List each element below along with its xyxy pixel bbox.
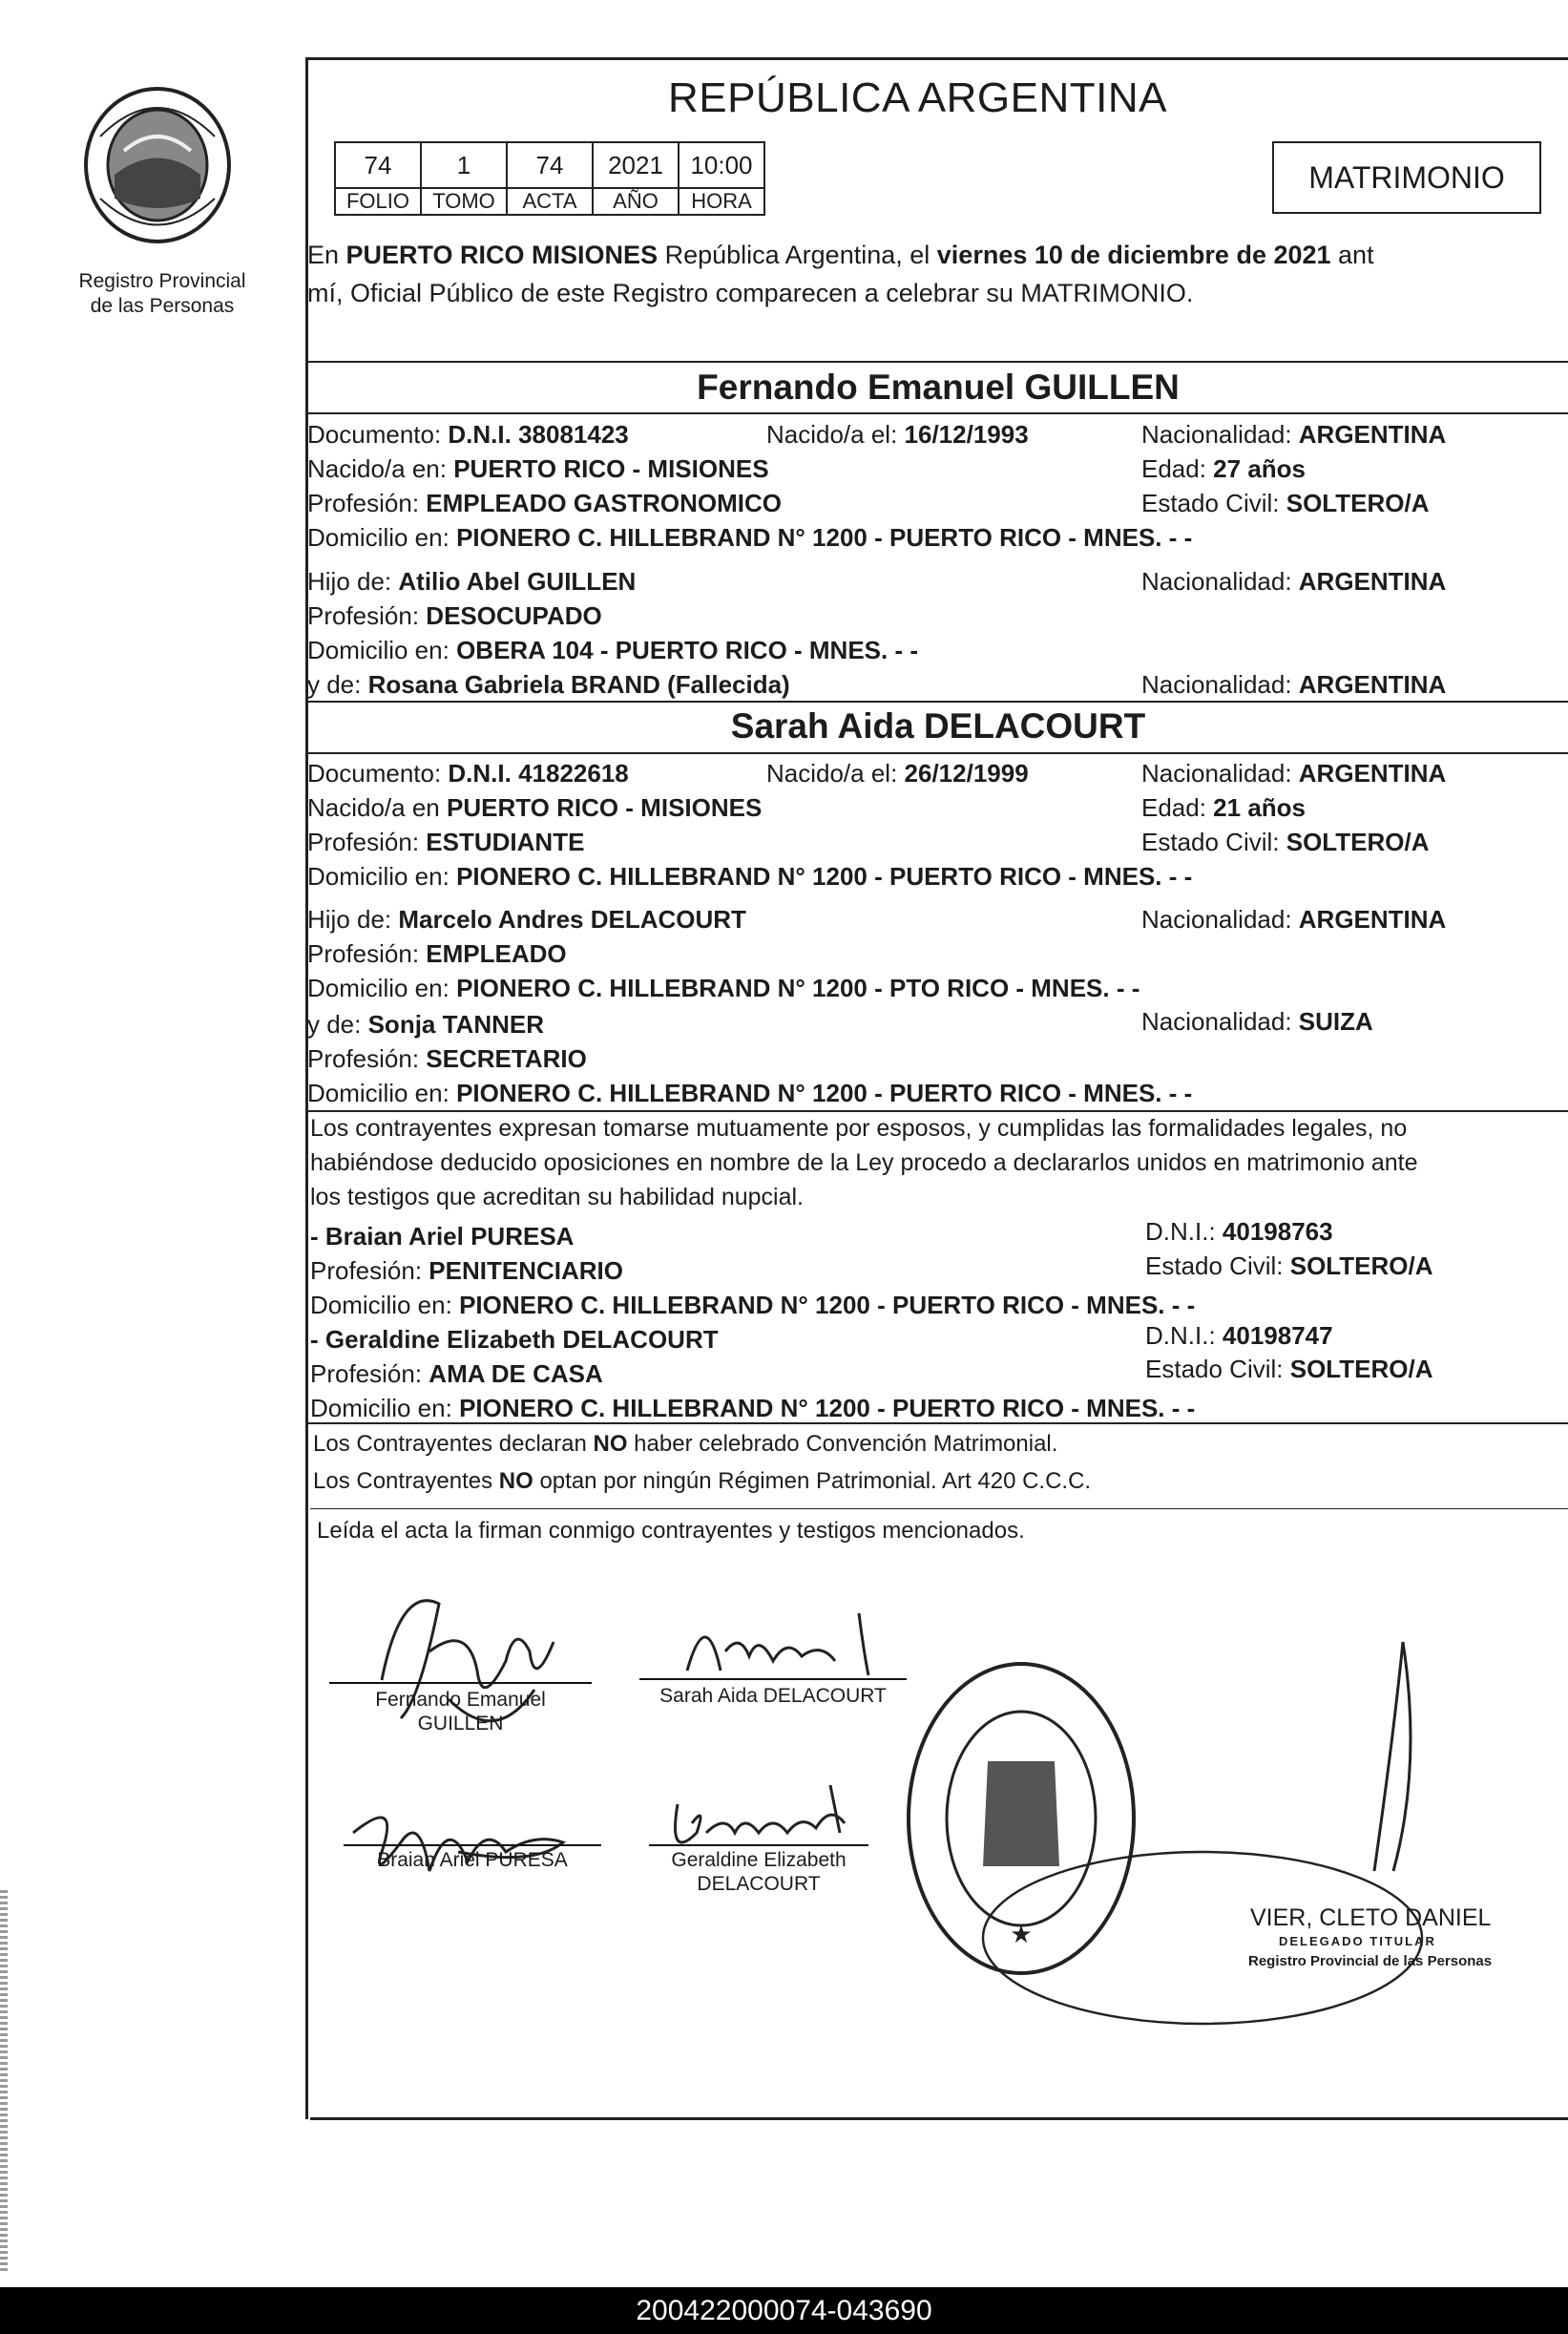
acta-value: 74 bbox=[507, 142, 593, 188]
declaration-line2: habiéndose deducido oposiciones en nombre de la Ley procedo a declararlos unidos en matrimonio ante bbox=[310, 1149, 1418, 1176]
witness1-name: - Braian Ariel PURESA bbox=[310, 1222, 575, 1251]
official-title: DELEGADO TITULAR bbox=[1279, 1934, 1436, 1948]
witness2-address: Domicilio en: PIONERO C. HILLEBRAND N° 1200 - PUERTO RICO - MNES. - - bbox=[310, 1394, 1196, 1422]
frame-top-border bbox=[305, 57, 1568, 60]
country-title: REPÚBLICA ARGENTINA bbox=[668, 74, 1167, 121]
acta-label: ACTA bbox=[507, 188, 593, 215]
frame-bottom-border bbox=[310, 2117, 1568, 2120]
witness2-civil-status: Estado Civil: SOLTERO/A bbox=[1145, 1355, 1433, 1383]
bride-address: Domicilio en: PIONERO C. HILLEBRAND N° 1200 - PUERTO RICO - MNES. - - bbox=[307, 862, 1193, 891]
year-value: 2021 bbox=[593, 142, 679, 188]
bride-mother-nationality: Nacionalidad: SUIZA bbox=[1141, 1007, 1373, 1036]
province-seal-logo bbox=[81, 84, 234, 246]
bride-signature bbox=[668, 1594, 897, 1690]
tomo-label: TOMO bbox=[421, 188, 507, 215]
declaration-line1: Los contrayentes expresan tomarse mutuamente por esposos, y cumplidas las formalidades legales, no bbox=[310, 1115, 1408, 1142]
bride-mother-profession: Profesión: SECRETARIO bbox=[307, 1044, 587, 1073]
official-signature bbox=[973, 1623, 1546, 2062]
groom-father-address: Domicilio en: OBERA 104 - PUERTO RICO - MNES. - - bbox=[307, 636, 919, 664]
intro-line2: mí, Oficial Público de este Registro comparecen a celebrar su MATRIMONIO. bbox=[307, 279, 1194, 307]
separator bbox=[305, 1422, 1568, 1424]
separator bbox=[310, 1508, 1568, 1509]
bride-age: Edad: 21 años bbox=[1141, 793, 1306, 822]
groom-civil-status: Estado Civil: SOLTERO/A bbox=[1141, 489, 1430, 517]
groom-address: Domicilio en: PIONERO C. HILLEBRAND N° 1200 - PUERTO RICO - MNES. - - bbox=[307, 523, 1193, 552]
witness1-profession: Profesión: PENITENCIARIO bbox=[310, 1256, 623, 1285]
groom-profession: Profesión: EMPLEADO GASTRONOMICO bbox=[307, 489, 782, 517]
hour-label: HORA bbox=[679, 188, 764, 215]
separator bbox=[305, 701, 1568, 703]
bride-civil-status: Estado Civil: SOLTERO/A bbox=[1141, 828, 1430, 856]
bride-profession: Profesión: ESTUDIANTE bbox=[307, 828, 585, 856]
witness2-profession: Profesión: AMA DE CASA bbox=[310, 1359, 603, 1388]
witness2-signature-name: Geraldine Elizabeth DELACOURT bbox=[671, 1849, 847, 1895]
convention-line1: Los Contrayentes declaran NO haber celebrado Convención Matrimonial. bbox=[313, 1431, 1058, 1457]
separator bbox=[305, 361, 1568, 363]
intro-line1: En PUERTO RICO MISIONES República Argentina, el viernes 10 de diciembre de 2021 ant bbox=[307, 241, 1374, 269]
bride-mother-address: Domicilio en: PIONERO C. HILLEBRAND N° 1200 - PUERTO RICO - MNES. - - bbox=[307, 1079, 1193, 1107]
witness1-civil-status: Estado Civil: SOLTERO/A bbox=[1145, 1251, 1433, 1280]
bride-father: Hijo de: Marcelo Andres DELACOURT bbox=[307, 905, 746, 934]
record-number-table bbox=[334, 141, 765, 216]
folio-label: FOLIO bbox=[335, 188, 421, 215]
witness1-signature bbox=[344, 1776, 573, 1909]
groom-signature-name: Fernando Emanuel GUILLEN bbox=[375, 1689, 546, 1735]
groom-mother: y de: Rosana Gabriela BRAND (Fallecida) bbox=[307, 670, 790, 699]
groom-father-nationality: Nacionalidad: ARGENTINA bbox=[1141, 567, 1447, 596]
groom-birthdate: Nacido/a el: 16/12/1993 bbox=[766, 420, 1029, 449]
hour-value: 10:00 bbox=[679, 142, 764, 188]
separator bbox=[305, 1110, 1568, 1112]
groom-document: Documento: D.N.I. 38081423 bbox=[307, 420, 629, 449]
witness2-dni: D.N.I.: 40198747 bbox=[1145, 1321, 1333, 1350]
witness1-signature-line bbox=[344, 1844, 601, 1846]
groom-father-profession: Profesión: DESOCUPADO bbox=[307, 601, 602, 630]
year-label: AÑO bbox=[593, 188, 679, 215]
groom-name: Fernando Emanuel GUILLEN bbox=[697, 368, 1180, 407]
witness2-name: - Geraldine Elizabeth DELACOURT bbox=[310, 1325, 719, 1354]
bride-birthplace: Nacido/a en PUERTO RICO - MISIONES bbox=[307, 793, 763, 822]
separator bbox=[305, 752, 1568, 754]
registry-name-line2: de las Personas bbox=[90, 295, 235, 317]
bride-name: Sarah Aida DELACOURT bbox=[730, 706, 1146, 746]
bride-birthdate: Nacido/a el: 26/12/1999 bbox=[766, 759, 1029, 788]
groom-birthplace: Nacido/a en: PUERTO RICO - MISIONES bbox=[307, 454, 769, 483]
bride-father-nationality: Nacionalidad: ARGENTINA bbox=[1141, 905, 1447, 934]
declaration-line3: los testigos que acreditan su habilidad nupcial. bbox=[310, 1184, 805, 1210]
witness1-signature-name: Braian Ariel PURESA bbox=[377, 1849, 568, 1871]
convention-line2: Los Contrayentes NO optan por ningún Régimen Patrimonial. Art 420 C.C.C. bbox=[313, 1468, 1092, 1494]
groom-father: Hijo de: Atilio Abel GUILLEN bbox=[307, 567, 637, 596]
reading-statement: Leída el acta la firman conmigo contrayentes y testigos mencionados. bbox=[317, 1518, 1025, 1544]
bride-signature-name: Sarah Aida DELACOURT bbox=[659, 1685, 887, 1707]
bride-mother: y de: Sonja TANNER bbox=[307, 1010, 545, 1039]
folio-value: 74 bbox=[335, 142, 421, 188]
bride-father-address: Domicilio en: PIONERO C. HILLEBRAND N° 1200 - PTO RICO - MNES. - - bbox=[307, 974, 1140, 1002]
groom-nationality: Nacionalidad: ARGENTINA bbox=[1141, 420, 1447, 449]
bride-father-profession: Profesión: EMPLEADO bbox=[307, 939, 567, 968]
groom-signature-line bbox=[329, 1682, 592, 1684]
official-name: VIER, CLETO DANIEL bbox=[1250, 1904, 1492, 1931]
official-organization: Registro Provincial de las Personas bbox=[1248, 1953, 1493, 1969]
tomo-value: 1 bbox=[421, 142, 507, 188]
groom-mother-nationality: Nacionalidad: ARGENTINA bbox=[1141, 670, 1447, 699]
groom-age: Edad: 27 años bbox=[1141, 454, 1306, 483]
scan-edge bbox=[0, 1890, 8, 2272]
bride-signature-line bbox=[639, 1678, 907, 1680]
bride-nationality: Nacionalidad: ARGENTINA bbox=[1141, 759, 1447, 788]
record-type-box: MATRIMONIO bbox=[1272, 141, 1541, 214]
svg-text:★: ★ bbox=[1010, 1920, 1033, 1948]
document-code-bar: 200422000074-043690 bbox=[0, 2287, 1568, 2334]
bride-document: Documento: D.N.I. 41822618 bbox=[307, 759, 629, 788]
witness1-address: Domicilio en: PIONERO C. HILLEBRAND N° 1200 - PUERTO RICO - MNES. - - bbox=[310, 1291, 1196, 1319]
separator bbox=[305, 412, 1568, 414]
registry-name-line1: Registro Provincial bbox=[78, 270, 246, 292]
witness1-dni: D.N.I.: 40198763 bbox=[1145, 1217, 1333, 1246]
witness2-signature-line bbox=[649, 1844, 868, 1846]
